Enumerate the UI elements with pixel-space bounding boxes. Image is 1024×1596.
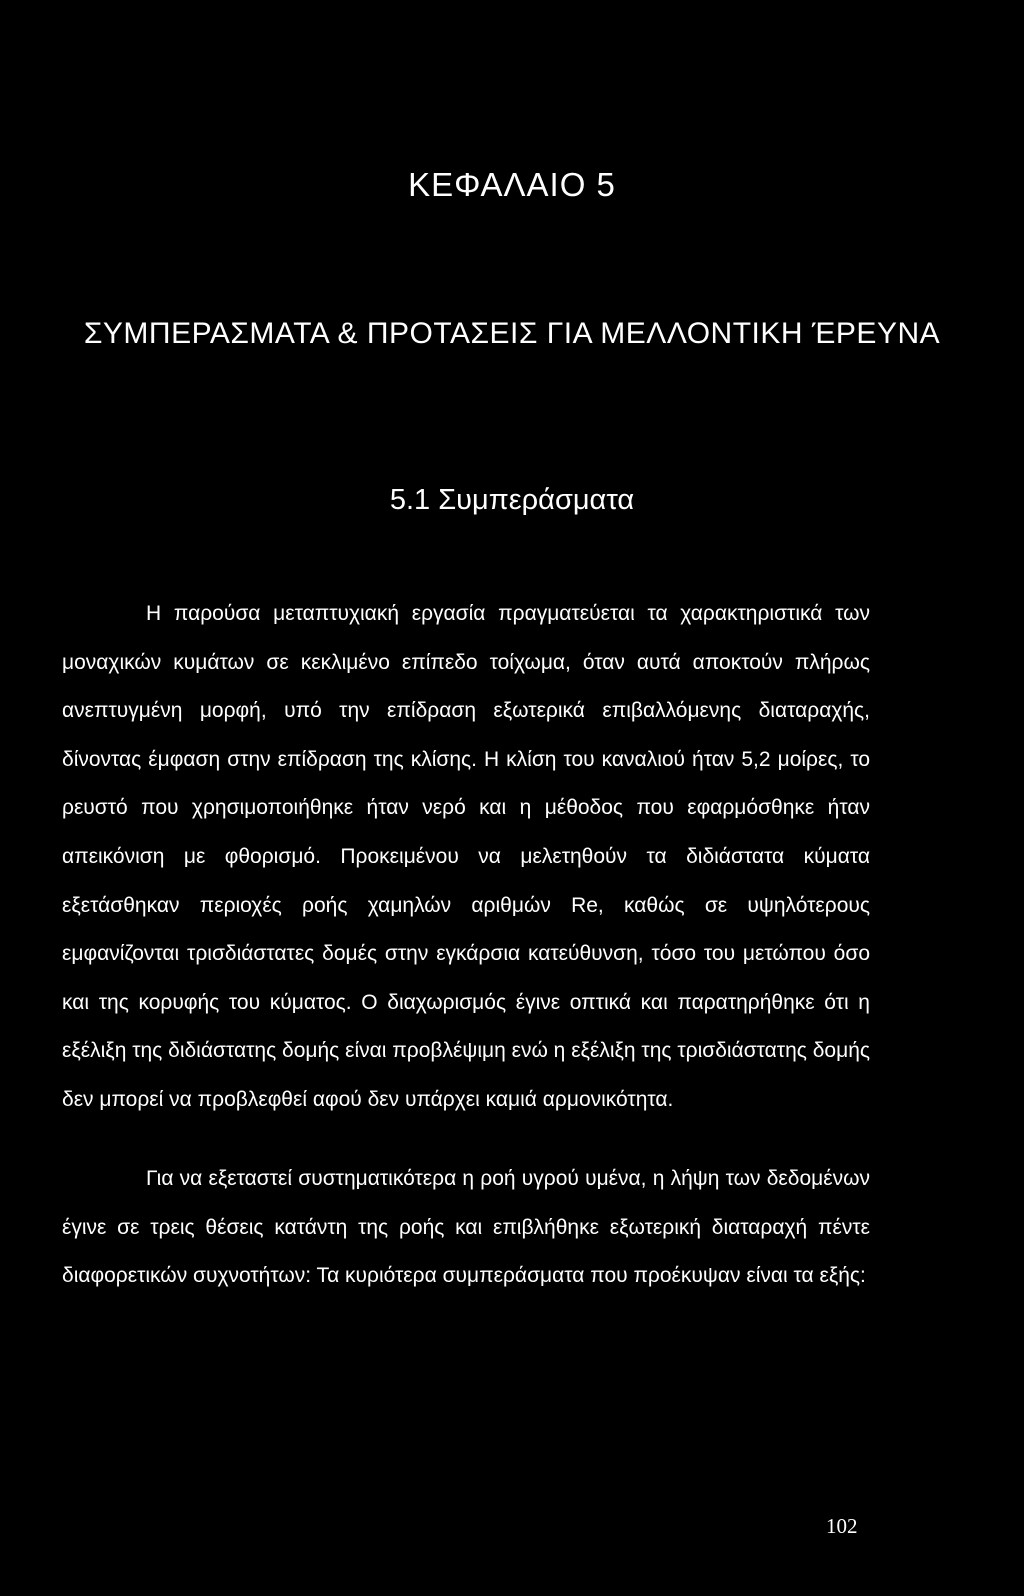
page-number: 102 (826, 1514, 858, 1538)
chapter-label: ΚΕΦΑΛΑΙΟ 5 (408, 166, 616, 203)
chapter-title: ΣΥΜΠΕΡΑΣΜΑΤΑ & ΠΡΟΤΑΣΕΙΣ ΓΙΑ ΜΕΛΛΟΝΤΙΚΗ ΈΡΕΥΝΑ (83, 317, 941, 350)
section-heading: 5.1 Συμπεράσματα (389, 484, 635, 516)
body-paragraph-1: Η παρούσα μεταπτυχιακή εργασία πραγματεύεται τα χαρακτηριστικά των μοναχικών κυμάτων σε κεκλιμένο επίπεδο τοίχωμα, όταν αυτά αποκτούν πλήρως ανεπτυγμένη μορφή, υπό την επίδραση εξωτερικά επιβαλλόμενης διαταραχής, δίνοντας έμφαση στην επίδραση της κλίσης. Η κλίση του καναλιού ήταν 5,2 μοίρες, το ρευστό που χρησιμοποιήθηκε ήταν νερό και η μέθοδος που εφαρμόσθηκε ήταν απεικόνιση με φθορισμό. Προκειμένου να μελετηθούν τα διδιάστατα κύματα εξετάσθηκαν περιοχές ροής χαμηλών αριθμών Re, καθώς σε υψηλότερους εμφανίζονται τρισδιάστατες δομές στην εγκάρσια κατεύθυνση, τόσο του μετώπου όσο και της κορυφής του κύματος. Ο διαχωρισμός έγινε οπτικά και παρατηρήθηκε ότι η εξέλιξη της διδιάστατης δομής είναι προβλέψιμη ενώ η εξέλιξη της τρισδιάστατης δομής δεν μπορεί να προβλεφθεί αφού δεν υπάρχει καμιά αρμονικότητα. (62, 602, 870, 1111)
body-paragraph-2: Για να εξεταστεί συστηματικότερα η ροή υγρού υμένα, η λήψη των δεδομένων έγινε σε τρεις θέσεις κατάντη της ροής και επιβλήθηκε εξωτερική διαταραχή πέντε διαφορετικών συχνοτήτων: Τα κυριότερα συμπεράσματα που προέκυψαν είναι τα εξής: (62, 1167, 870, 1288)
